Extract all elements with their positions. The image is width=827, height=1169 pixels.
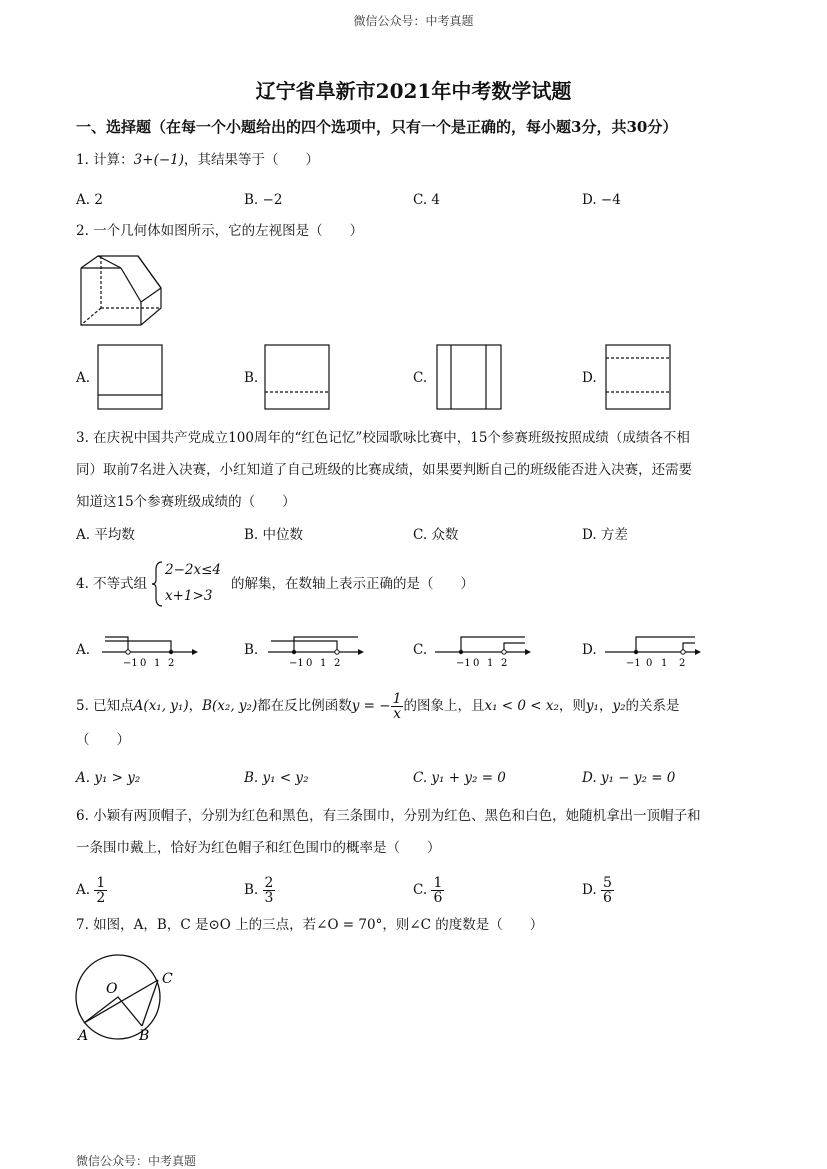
q5-tail: 的图象上，且 — [403, 698, 485, 714]
q4-inequality-1: 2−2x≤4 — [165, 562, 222, 578]
q7-label-b: B — [139, 1028, 150, 1044]
q4-option-b-label[interactable]: B. — [244, 642, 259, 658]
q4-c-tick-2: 2 — [501, 658, 508, 669]
q3-line-3: 知道这15个参赛班级成绩的（ ） — [76, 494, 296, 510]
q4-b-tick-neg1: −1 — [289, 658, 304, 669]
q5-separator: ， — [188, 698, 203, 714]
q4-option-b-numberline[interactable] — [266, 628, 366, 670]
q3-option-c[interactable]: C. 众数 — [413, 527, 459, 543]
q4-a-tick-0: 0 — [140, 658, 147, 669]
q4-c-tick-1: 1 — [487, 658, 494, 669]
q5-fraction — [391, 692, 404, 721]
q5-y2: y₂ — [612, 698, 626, 714]
q4-a-tick-2: 2 — [168, 658, 175, 669]
q1-option-b[interactable]: B. −2 — [244, 192, 283, 208]
q2-solid-figure — [76, 250, 166, 330]
q2-option-b-label[interactable]: B. — [244, 370, 259, 386]
q7-label-o: O — [106, 981, 118, 997]
q2-option-a-label[interactable]: A. — [76, 370, 91, 386]
q2-option-a-figure[interactable] — [97, 344, 165, 412]
q6-option-b[interactable] — [244, 876, 275, 905]
q6-option-b-label: B. — [244, 882, 259, 898]
q4-d-tick-0: 0 — [646, 658, 653, 669]
q5-point-a: A(x₁, y₁) — [133, 698, 189, 714]
q2-option-b-figure[interactable] — [264, 344, 332, 412]
q5-mid-text: 都在反比例函数 — [257, 698, 352, 714]
q6-b-numerator: 2 — [264, 875, 274, 891]
q1-suffix: ，其结果等于（ ） — [184, 152, 320, 168]
q5-option-d[interactable]: D. y₁ − y₂ = 0 — [582, 770, 676, 786]
q6-a-denominator: 2 — [96, 890, 106, 906]
q6-line-1: 6. 小颖有两顶帽子，分别为红色和黑色，有三条围巾，分别为红色、黑色和白色，她随机拿出一顶帽子和 — [76, 808, 701, 824]
q3-option-b[interactable]: B. 中位数 — [244, 527, 304, 543]
q7-label-a: A — [78, 1028, 89, 1044]
q5-end: 的关系是 — [625, 698, 680, 714]
q6-option-d[interactable] — [582, 876, 614, 905]
q4-c-tick-0: 0 — [473, 658, 480, 669]
q6-d-denominator: 6 — [602, 890, 612, 906]
q4-a-tick-1: 1 — [154, 658, 161, 669]
q4-b-tick-0: 0 — [306, 658, 313, 669]
q5-y1: y₁ — [585, 698, 599, 714]
q6-d-numerator: 5 — [602, 875, 612, 891]
q1-option-a[interactable]: A. 2 — [76, 192, 103, 208]
q4-option-c-label[interactable]: C. — [413, 642, 428, 658]
q5-fraction-numerator: 1 — [392, 691, 402, 707]
q4-d-tick-2: 2 — [679, 658, 686, 669]
q5-condition: x₁ < 0 < x₂ — [484, 698, 559, 714]
q4-a-tick-neg1: −1 — [123, 658, 138, 669]
q4-d-tick-neg1: −1 — [626, 658, 641, 669]
q5-option-b[interactable]: B. y₁ < y₂ — [244, 770, 309, 786]
q6-option-d-fraction — [601, 876, 614, 905]
q6-option-a-label: A. — [76, 882, 91, 898]
q2-option-c-figure[interactable] — [436, 344, 504, 412]
q5-point-b: B(x₂, y₂) — [202, 698, 258, 714]
q1-option-d[interactable]: D. −4 — [582, 192, 621, 208]
q6-a-numerator: 1 — [96, 875, 106, 891]
q3-option-a[interactable]: A. 平均数 — [76, 527, 135, 543]
question-5 — [76, 692, 680, 721]
question-2: 2. 一个几何体如图所示，它的左视图是（ ） — [76, 223, 364, 239]
q4-inequality-2: x+1>3 — [165, 588, 213, 604]
q4-option-d-label[interactable]: D. — [582, 642, 597, 658]
q6-option-a-fraction — [94, 876, 107, 905]
q4-option-a-numberline[interactable] — [100, 628, 200, 670]
page-title: 辽宁省阜新市2021年中考数学试题 — [255, 79, 572, 103]
q5-func-lhs: y = − — [351, 698, 391, 714]
q2-option-d-label[interactable]: D. — [582, 370, 597, 386]
q2-option-c-label[interactable]: C. — [413, 370, 428, 386]
q6-option-a[interactable] — [76, 876, 107, 905]
q6-option-b-fraction — [263, 876, 276, 905]
q6-option-c-fraction — [431, 876, 444, 905]
q3-line-2: 同）取前7名进入决赛，小红知道了自己班级的比赛成绩，如果要判断自己的班级能否进入决赛，还需要 — [76, 462, 693, 478]
q6-b-denominator: 3 — [264, 890, 274, 906]
q1-prefix: 1. 计算： — [76, 152, 134, 168]
q4-option-a-label[interactable]: A. — [76, 642, 91, 658]
q6-option-c[interactable] — [413, 876, 444, 905]
q4-b-tick-1: 1 — [320, 658, 327, 669]
page-footer: 微信公众号：中考真题 — [76, 1154, 197, 1168]
q6-option-d-label: D. — [582, 882, 597, 898]
q4-suffix: 的解集，在数轴上表示正确的是（ ） — [231, 576, 474, 592]
q4-prefix: 4. 不等式组 — [76, 576, 148, 592]
q4-c-tick-neg1: −1 — [456, 658, 471, 669]
q5-option-a[interactable]: A. y₁ > y₂ — [76, 770, 141, 786]
q5-prefix: 5. 已知点 — [76, 698, 134, 714]
q3-option-d[interactable]: D. 方差 — [582, 527, 628, 543]
q4-b-tick-2: 2 — [334, 658, 341, 669]
q6-line-2: 一条围巾戴上，恰好为红色帽子和红色围巾的概率是（ ） — [76, 840, 441, 856]
q4-option-c-numberline[interactable] — [433, 628, 533, 670]
q5-tail-2: ，则 — [558, 698, 586, 714]
q4-d-tick-1: 1 — [661, 658, 668, 669]
q6-option-c-label: C. — [413, 882, 428, 898]
q6-c-denominator: 6 — [433, 890, 443, 906]
q7-circle-figure — [72, 950, 182, 1050]
question-7: 7. 如图，A，B，C 是⊙O 上的三点，若∠O = 70°，则∠C 的度数是（ ） — [76, 917, 544, 933]
section-heading: 一、选择题（在每一个小题给出的四个选项中，只有一个是正确的，每小题3分，共30分） — [76, 118, 678, 136]
q7-label-c: C — [162, 971, 173, 987]
q1-option-c[interactable]: C. 4 — [413, 192, 441, 208]
q3-line-1: 3. 在庆祝中国共产党成立100周年的“红色记忆”校园歌咏比赛中，15个参赛班级按照成绩（成绩各不相 — [76, 430, 690, 446]
q5-answer-paren: （ ） — [76, 732, 130, 748]
q2-option-d-figure[interactable] — [605, 344, 673, 412]
question-1 — [76, 150, 319, 170]
q6-c-numerator: 1 — [433, 875, 443, 891]
q4-option-d-numberline[interactable] — [603, 628, 713, 670]
q5-option-c[interactable]: C. y₁ + y₂ = 0 — [413, 770, 506, 786]
q5-fraction-denominator: x — [393, 706, 401, 722]
page-header: 微信公众号：中考真题 — [353, 14, 474, 28]
q4-brace — [150, 560, 164, 608]
q5-comma: ， — [598, 698, 613, 714]
q1-expression: 3+(−1) — [133, 152, 185, 168]
